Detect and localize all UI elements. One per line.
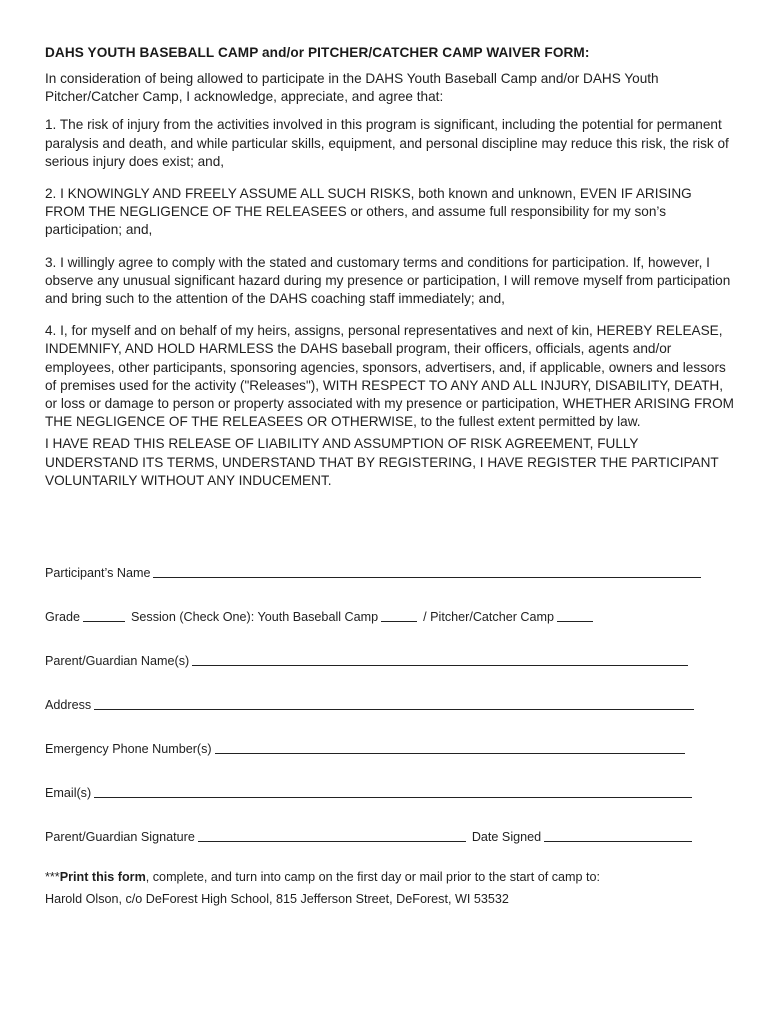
pitcher-catcher-label: / Pitcher/Catcher Camp — [423, 610, 555, 624]
instruction-text: , complete, and turn into camp on the first day or mail prior to the start of camp to: — [145, 870, 601, 884]
emergency-phone-row — [45, 736, 685, 756]
form-title: DAHS YOUTH BASEBALL CAMP and/or PITCHER/CATCHER CAMP WAIVER FORM: — [45, 45, 590, 60]
parent-name-row — [45, 648, 688, 668]
participant-name-row — [45, 560, 701, 580]
instruction-emphasis: Print this form — [59, 870, 146, 884]
acknowledgement-paragraph: I HAVE READ THIS RELEASE OF LIABILITY AND ASSUMPTION OF RISK AGREEMENT, FULLY UNDERSTAND ITS TERMS, UNDERSTAND THAT BY REGISTERING, I HAVE REGISTER THE PARTICIPANT VOLUNTARILY WITHOUT ANY INDUCEMENT. — [45, 436, 719, 488]
address-field[interactable] — [94, 695, 694, 710]
parent-name-label: Parent/Guardian Name(s) — [45, 654, 190, 668]
signature-label: Parent/Guardian Signature — [45, 830, 195, 844]
grade-label: Grade — [45, 610, 81, 624]
youth-camp-check-field[interactable] — [381, 607, 417, 622]
clause-1: 1. The risk of injury from the activities involved in this program is significant, including the potential for permanent paralysis and death, and while particular skills, equipment, and personal discipline may reduce this risk, the risk of serious injury does exist; and, — [45, 117, 729, 169]
date-signed-label: Date Signed — [471, 830, 542, 844]
intro-paragraph: In consideration of being allowed to participate in the DAHS Youth Baseball Camp and/or DAHS Youth Pitcher/Catcher Camp, I acknowledge, appreciate, and agree that: — [45, 71, 659, 105]
signature-row — [45, 824, 692, 844]
participant-name-field[interactable] — [153, 563, 701, 578]
pitcher-catcher-check-field[interactable] — [557, 607, 593, 622]
email-label: Email(s) — [45, 786, 92, 800]
clause-4: 4. I, for myself and on behalf of my heirs, assigns, personal representatives and next of kin, HEREBY RELEASE, INDEMNIFY, AND HOLD HARMLESS the DAHS baseball program, their officers, officials, agents and/or employees, other participants, sponsoring agencies, sponsors, advertisers, and, if applicable, owners and lessors of premises used for the activity ("Releases"), WITH RESPECT TO ANY AND ALL INJURY, DISABILITY, DEATH, or loss or damage to person or property associated with my presence or participation, WHETHER ARISING FROM THE NEGLIGENCE OF THE RELEASEES OR OTHERWISE, to the fullest extent permitted by law. — [45, 323, 735, 430]
mailing-address: Harold Olson, c/o DeForest High School, 815 Jefferson Street, DeForest, WI 53532 — [45, 892, 509, 906]
signature-field[interactable] — [198, 827, 466, 842]
grade-field[interactable] — [83, 607, 125, 622]
instruction-prefix: *** — [45, 870, 60, 884]
emergency-phone-field[interactable] — [215, 739, 685, 754]
instruction-line — [45, 866, 735, 888]
email-row — [45, 780, 692, 800]
clause-3: 3. I willingly agree to comply with the stated and customary terms and conditions for participation. If, however, I observe any unusual significant hazard during my presence or participation, I will remove myself from participation and bring such to the attention of the DAHS coaching staff immediately; and, — [45, 254, 731, 307]
emergency-phone-label: Emergency Phone Number(s) — [45, 742, 212, 756]
waiver-form — [45, 44, 735, 490]
address-row — [45, 692, 694, 712]
address-label: Address — [45, 698, 92, 712]
session-label: Session (Check One): Youth Baseball Camp — [131, 610, 379, 624]
grade-session-row — [45, 604, 593, 624]
clause-2: 2. I KNOWINGLY AND FREELY ASSUME ALL SUCH RISKS, both known and unknown, EVEN IF ARISING FROM THE NEGLIGENCE OF THE RELEASEES or others, and assume full responsibility for my son’s participation; and, — [45, 186, 692, 238]
mailing-instructions — [45, 866, 735, 910]
participant-name-label: Participant’s Name — [45, 566, 151, 580]
date-signed-field[interactable] — [544, 827, 692, 842]
email-field[interactable] — [94, 783, 692, 798]
parent-name-field[interactable] — [192, 651, 688, 666]
